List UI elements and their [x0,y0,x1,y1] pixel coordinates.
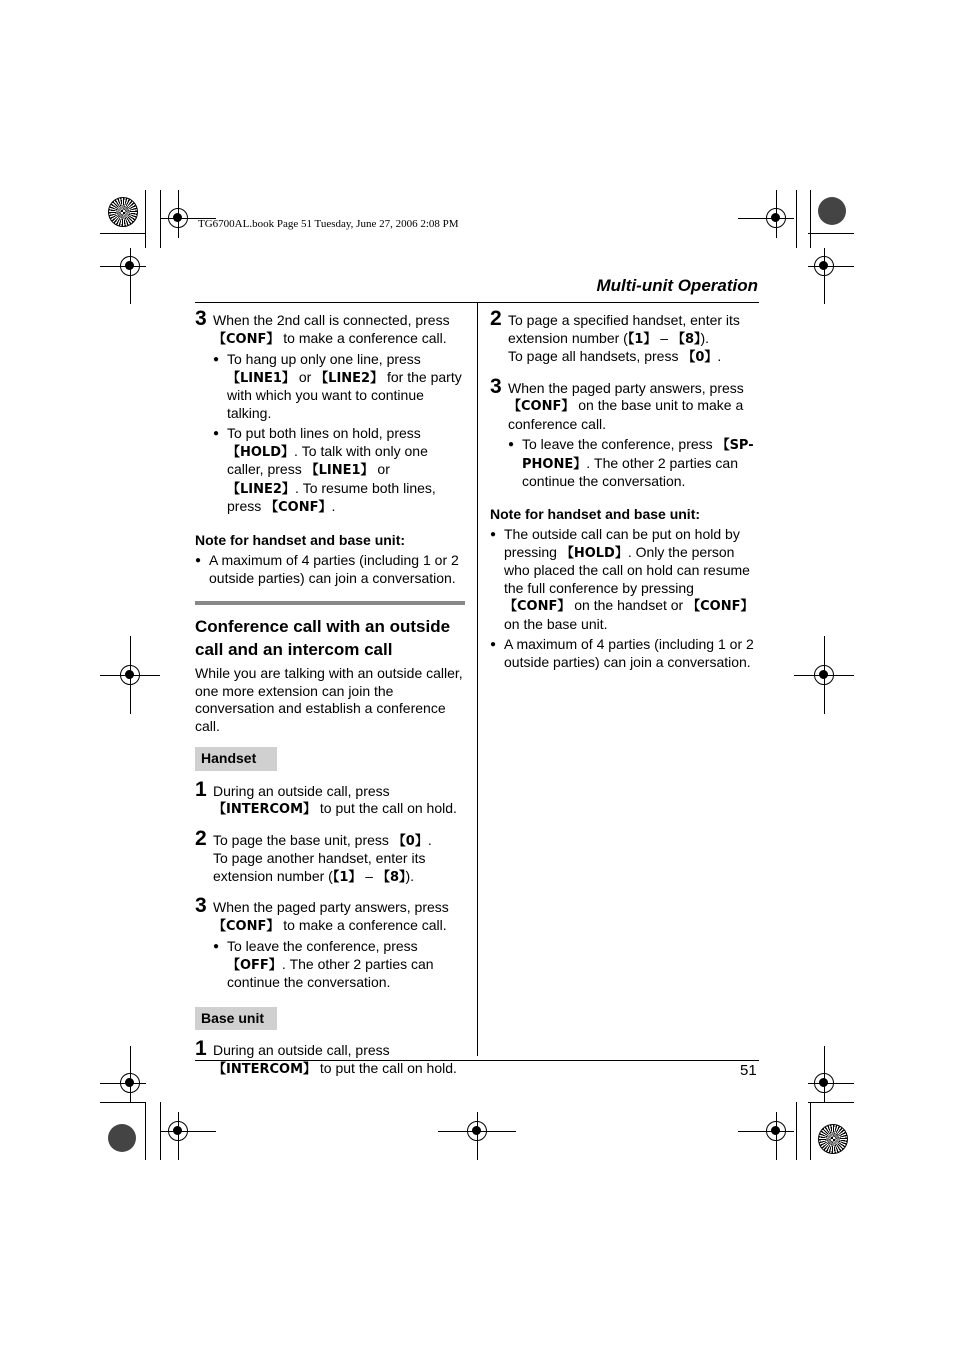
step-2: 2 To page a specified handset, enter its extension number (【1】 – 【8】). To page all handsets, press 【0】. [490,307,740,365]
note-title: Note for handset and base unit: [195,531,406,548]
base-unit-tag: Base unit [195,1007,277,1031]
starburst-icon [108,197,138,227]
list-item: ● To put both lines on hold, press 【HOLD】. To talk with only one caller, press 【LINE1】 or 【LINE2】. To resume both lines, press 【CONF】. [213,425,465,517]
registration-mark-icon [766,208,786,228]
hold-key: 【HOLD】 [227,444,295,460]
printer-dot-icon [818,197,846,225]
handset-tag: Handset [195,747,277,771]
starburst-icon [818,1124,848,1154]
registration-mark-icon [120,1073,140,1093]
conf-key: 【CONF】 [213,331,280,347]
line1-key: 【LINE1】 [227,370,295,386]
book-info: TG6700AL.book Page 51 Tuesday, June 27, 2006 2:08 PM [198,218,459,230]
zero-key: 【0】 [682,350,718,365]
registration-mark-icon [814,1073,834,1093]
intercom-key: 【INTERCOM】 [213,802,317,817]
step-3: 3 When the paged party answers, press 【CONF】 on the base unit to make a conference call. ● To leave the conference, press 【SP-PHONE】. The other 2 parties can continue the conversation. [490,380,760,491]
conf-key: 【CONF】 [213,918,280,934]
page-number: 51 [740,1062,757,1079]
conf-key: 【CONF】 [687,599,754,614]
registration-mark-icon [766,1121,786,1141]
list-item: ● A maximum of 4 parties (including 1 or 2 outside parties) can join a conversation. [195,552,465,587]
line1-key: 【LINE1】 [305,463,374,478]
registration-mark-icon [168,1121,188,1141]
section-intro: While you are talking with an outside caller, one more extension can join the conversation and establish a conference call. [195,665,463,734]
eight-key: 【8】 [671,331,701,347]
list-item: ● To leave the conference, press 【OFF】. The other 2 parties can continue the conversation. [213,938,465,992]
conf-key: 【CONF】 [265,500,332,515]
section-heading: Conference call with an outside call and an intercom call [195,617,451,659]
conf-key: 【CONF】 [508,399,575,414]
line2-key: 【LINE2】 [315,370,384,386]
conf-key: 【CONF】 [504,599,571,614]
one-key: 【1】 [332,869,362,885]
step-number: 3 [195,307,207,330]
eight-key: 【8】 [376,869,406,885]
step-2: 2 To page the base unit, press 【0】. To page another handset, enter its extension number (【1】 – 【8】). [195,826,432,885]
list-item: ● To hang up only one line, press 【LINE1】 or 【LINE2】 for the party with which you want to continue talking. [213,351,465,422]
registration-mark-icon [814,256,834,276]
note-title: Note for handset and base unit: [490,505,701,522]
sp-phone-key: 【SP-PHONE】 [522,438,754,472]
zero-key: 【0】 [392,833,428,849]
section-title: Multi-unit Operation [596,276,758,295]
hold-key: 【HOLD】 [560,545,628,561]
off-key: 【OFF】 [227,957,282,973]
list-item: ● To leave the conference, press 【SP-PHONE】. The other 2 parties can continue the conversation. [508,436,760,491]
registration-mark-icon [120,665,140,685]
registration-mark-icon [814,665,834,685]
right-column [490,307,760,674]
step-1: 1 During an outside call, press 【INTERCOM】 to put the call on hold. [195,777,457,817]
column-divider [477,302,478,1056]
left-column [195,307,465,1091]
registration-mark-icon [120,256,140,276]
section-rule [195,601,465,605]
intercom-key: 【INTERCOM】 [213,1061,317,1077]
step-3: 3 When the paged party answers, press 【CONF】 to make a conference call. ● To leave the conference, press 【OFF】. The other 2 parties can continue the conversation. [195,899,465,992]
list-item: ● The outside call can be put on hold by pressing 【HOLD】. Only the person who placed the call on hold can resume the full conference by pressing 【CONF】 on the handset or 【CONF】 on the base unit. [490,526,760,633]
line2-key: 【LINE2】 [227,481,295,497]
registration-mark-icon [168,208,188,228]
list-item: ● A maximum of 4 parties (including 1 or 2 outside parties) can join a conversation. [490,636,760,671]
printer-dot-icon [108,1124,136,1152]
one-key: 【1】 [627,331,657,347]
registration-mark-icon [467,1121,487,1141]
step-1: 1 During an outside call, press 【INTERCOM】 to put the call on hold. [195,1037,457,1077]
step-3: 3 When the 2nd call is connected, press 【CONF】 to make a conference call. ● To hang up only one line, press 【LINE1】 or 【LINE2】 for the party with which you want to continue talking. ● To put both lines on hold, press 【HOLD】. To talk with only one caller, press 【LINE1】 or 【LINE2】. To resume both lines, press 【CONF】. [195,312,465,517]
